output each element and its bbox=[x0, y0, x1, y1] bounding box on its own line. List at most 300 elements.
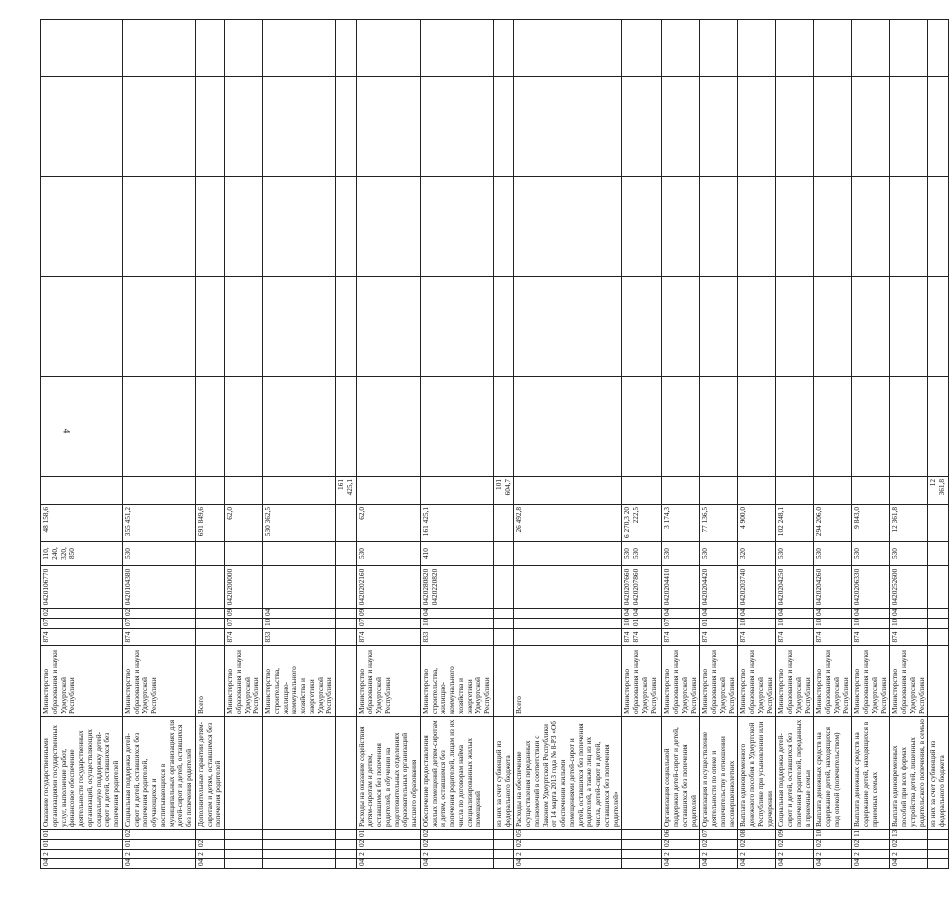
cell-c13 bbox=[814, 377, 852, 477]
cell-code-m bbox=[336, 830, 357, 840]
table-row bbox=[738, 20, 776, 869]
cell-rz: 10 bbox=[776, 619, 814, 629]
table-row bbox=[263, 20, 336, 869]
cell-vr bbox=[928, 542, 949, 566]
cell-code-gp: 04 bbox=[41, 859, 123, 869]
cell-code-gp bbox=[928, 859, 949, 869]
cell-name: Расходы на оказание содействия детям-сиротам и детям, оставшимся без попечения родителей, в обучении на подготовительных отделениях образовательных организаций высшего образования bbox=[356, 717, 420, 830]
cell-c15 bbox=[890, 177, 928, 277]
cell-code-om: 02 bbox=[700, 840, 738, 850]
cell-rz bbox=[195, 619, 224, 629]
cell-c17 bbox=[420, 20, 493, 77]
cell-executor: Министерство строительства, жилищно-коммунального хозяйства и энергетики Удмуртской Республики bbox=[263, 646, 336, 717]
cell-executor: Министерство образования и науки Удмуртской Республики bbox=[41, 646, 123, 717]
cell-code-pp bbox=[493, 850, 514, 859]
cell-csr: 0420202160 bbox=[356, 566, 420, 609]
cell-executor: Министерство образования и науки Удмуртской Республики bbox=[890, 646, 928, 717]
cell-pr: 04 bbox=[662, 609, 700, 619]
cell-c17 bbox=[336, 20, 357, 77]
cell-sum: 77 136,5 bbox=[700, 505, 738, 542]
cell-c17 bbox=[928, 20, 949, 77]
cell-executor bbox=[493, 646, 514, 717]
cell-sum bbox=[928, 505, 949, 542]
cell-code-pp: 2 bbox=[122, 850, 195, 859]
cell-grbs: 833 bbox=[263, 629, 336, 646]
cell-sum bbox=[336, 505, 357, 542]
cell-c16 bbox=[41, 77, 123, 177]
cell-c14 bbox=[738, 277, 776, 377]
cell-vr bbox=[195, 542, 224, 566]
cell-rz: 10 bbox=[738, 619, 776, 629]
cell-csr bbox=[336, 566, 357, 609]
table-body bbox=[41, 20, 949, 869]
cell-pr: 02 bbox=[41, 609, 123, 619]
cell-c15 bbox=[41, 177, 123, 277]
cell-csr: 0420104380 bbox=[122, 566, 195, 609]
cell-csr bbox=[263, 566, 336, 609]
cell-c13 bbox=[336, 377, 357, 477]
cell-executor: Министерство образования и науки Удмуртской Республики bbox=[700, 646, 738, 717]
cell-vr: 320 bbox=[738, 542, 776, 566]
cell-executor: Министерство образования и науки Удмуртской Республики bbox=[852, 646, 890, 717]
cell-pr bbox=[336, 609, 357, 619]
cell-code-pp: 2 bbox=[356, 850, 420, 859]
cell-c14 bbox=[776, 277, 814, 377]
cell-rz bbox=[336, 619, 357, 629]
cell-c13 bbox=[356, 377, 420, 477]
cell-code-m: 06 bbox=[662, 830, 700, 840]
cell-c17 bbox=[700, 20, 738, 77]
cell-name: Дополнительные гарантии детям-сиротам и детям, оставшимся без попечения родителей bbox=[195, 717, 224, 830]
cell-c13 bbox=[263, 377, 336, 477]
cell-sum-fed: 101 604,7 bbox=[493, 477, 514, 505]
cell-grbs: 874 bbox=[356, 629, 420, 646]
cell-c14 bbox=[356, 277, 420, 377]
cell-code-m: 10 bbox=[814, 830, 852, 840]
cell-name: Расходы на обеспечение осуществления переданных полномочий в соответствии с Законом Удмуртской Республики от 14 марта 2013 года № 8-РЗ «Об обеспечении жилыми помещениями детей-сирот и детей, оставшихся без попечения родителей, а также лиц из их числа, детей-сирот и детей, оставшихся без попечения родителей» bbox=[514, 717, 622, 830]
cell-code-m: 05 bbox=[514, 830, 622, 840]
cell-name bbox=[225, 717, 263, 830]
cell-code-m: 02 bbox=[420, 830, 493, 840]
cell-csr: 0420206330 bbox=[852, 566, 890, 609]
cell-name: Организация и осуществление деятельности по опеке и попечительству в отношении несовершеннолетних bbox=[700, 717, 738, 830]
cell-grbs: 874 bbox=[122, 629, 195, 646]
cell-code-om: 02 bbox=[738, 840, 776, 850]
table-row bbox=[41, 20, 123, 869]
cell-csr bbox=[195, 566, 224, 609]
cell-code-gp: 04 bbox=[514, 859, 622, 869]
cell-c13 bbox=[738, 377, 776, 477]
cell-c17 bbox=[225, 20, 263, 77]
cell-c17 bbox=[356, 20, 420, 77]
cell-code-om: 02 bbox=[514, 840, 622, 850]
cell-grbs: 874 bbox=[852, 629, 890, 646]
cell-pr: 04 bbox=[738, 609, 776, 619]
cell-grbs: 874 bbox=[776, 629, 814, 646]
cell-code-m: 08 bbox=[738, 830, 776, 840]
cell-sum: 62,0 bbox=[356, 505, 420, 542]
cell-pr: 02 bbox=[122, 609, 195, 619]
cell-csr: 0420204410 bbox=[662, 566, 700, 609]
cell-csr: 0420204420 bbox=[700, 566, 738, 609]
cell-sum: 9 843,0 bbox=[852, 505, 890, 542]
cell-name: Социальная поддержка детей-сирот и детей, оставшихся без попечения родителей, переданных в приемные семьи bbox=[776, 717, 814, 830]
cell-c17 bbox=[493, 20, 514, 77]
cell-code-m: 01 bbox=[356, 830, 420, 840]
cell-sum-fed bbox=[738, 477, 776, 505]
cell-vr: 410 bbox=[420, 542, 493, 566]
cell-code-gp: 04 bbox=[890, 859, 928, 869]
cell-code-om: 02 bbox=[776, 840, 814, 850]
cell-code-pp: 2 bbox=[195, 850, 224, 859]
cell-csr: 0420106770 bbox=[41, 566, 123, 609]
cell-executor: Всего bbox=[514, 646, 622, 717]
cell-rz: 10 bbox=[814, 619, 852, 629]
cell-code-gp bbox=[622, 859, 662, 869]
cell-c14 bbox=[225, 277, 263, 377]
cell-rz: 07 bbox=[356, 619, 420, 629]
cell-grbs: 874 bbox=[700, 629, 738, 646]
cell-sum-fed bbox=[356, 477, 420, 505]
cell-sum: 3 174,3 bbox=[662, 505, 700, 542]
cell-c15 bbox=[195, 177, 224, 277]
cell-code-m bbox=[225, 830, 263, 840]
cell-c17 bbox=[263, 20, 336, 77]
cell-sum-fed bbox=[263, 477, 336, 505]
cell-c17 bbox=[514, 20, 622, 77]
cell-code-gp: 04 bbox=[662, 859, 700, 869]
cell-code-gp bbox=[225, 859, 263, 869]
budget-table bbox=[40, 19, 949, 869]
table-row bbox=[814, 20, 852, 869]
cell-c14 bbox=[41, 277, 123, 377]
cell-c14 bbox=[122, 277, 195, 377]
cell-grbs: 874 bbox=[814, 629, 852, 646]
cell-code-om bbox=[622, 840, 662, 850]
cell-name: Выплата единовременных пособий при всех формах устройства детей, лишенных родительского попечения, в семью bbox=[890, 717, 928, 830]
cell-c14 bbox=[662, 277, 700, 377]
cell-pr: 04 bbox=[420, 609, 493, 619]
cell-c14 bbox=[336, 277, 357, 377]
cell-vr bbox=[225, 542, 263, 566]
cell-code-om bbox=[493, 840, 514, 850]
cell-c14 bbox=[263, 277, 336, 377]
table-row bbox=[928, 20, 949, 869]
table-row bbox=[225, 20, 263, 869]
table-row bbox=[195, 20, 224, 869]
cell-c15 bbox=[738, 177, 776, 277]
cell-sum-fed: 161 425,1 bbox=[336, 477, 357, 505]
cell-vr bbox=[336, 542, 357, 566]
cell-c13 bbox=[514, 377, 622, 477]
cell-sum: 294 206,0 bbox=[814, 505, 852, 542]
cell-c16 bbox=[700, 77, 738, 177]
cell-grbs: 874 bbox=[662, 629, 700, 646]
cell-grbs: 874 bbox=[41, 629, 123, 646]
cell-code-gp: 04 bbox=[852, 859, 890, 869]
cell-code-pp: 2 bbox=[41, 850, 123, 859]
cell-csr bbox=[514, 566, 622, 609]
cell-code-om: 02 bbox=[195, 840, 224, 850]
cell-c15 bbox=[514, 177, 622, 277]
cell-c15 bbox=[662, 177, 700, 277]
cell-grbs: 874 bbox=[890, 629, 928, 646]
cell-vr: 530 bbox=[122, 542, 195, 566]
cell-code-pp: 2 bbox=[776, 850, 814, 859]
rotated-page bbox=[40, 30, 946, 869]
cell-c17 bbox=[122, 20, 195, 77]
cell-code-gp: 04 bbox=[700, 859, 738, 869]
cell-code-m bbox=[263, 830, 336, 840]
cell-c14 bbox=[928, 277, 949, 377]
cell-vr: 530 bbox=[852, 542, 890, 566]
cell-c15 bbox=[928, 177, 949, 277]
cell-name: Организация социальной поддержки детей-сирот и детей, оставшихся без попечения родителей bbox=[662, 717, 700, 830]
cell-c15 bbox=[420, 177, 493, 277]
cell-c16 bbox=[622, 77, 662, 177]
cell-code-gp: 04 bbox=[814, 859, 852, 869]
cell-c17 bbox=[195, 20, 224, 77]
cell-c13 bbox=[700, 377, 738, 477]
cell-c16 bbox=[420, 77, 493, 177]
cell-executor: Министерство образования и науки Удмуртской Республики bbox=[356, 646, 420, 717]
cell-code-m: 11 bbox=[852, 830, 890, 840]
cell-c16 bbox=[356, 77, 420, 177]
cell-c15 bbox=[263, 177, 336, 277]
table-row bbox=[420, 20, 493, 869]
cell-pr: 04 bbox=[263, 609, 336, 619]
cell-c16 bbox=[776, 77, 814, 177]
cell-name bbox=[263, 717, 336, 830]
cell-c16 bbox=[493, 77, 514, 177]
cell-executor: Министерство образования и науки Удмуртской Республики bbox=[738, 646, 776, 717]
cell-grbs bbox=[195, 629, 224, 646]
cell-rz: 10 01 bbox=[622, 619, 662, 629]
cell-c14 bbox=[890, 277, 928, 377]
cell-code-om: 02 bbox=[420, 840, 493, 850]
cell-c15 bbox=[493, 177, 514, 277]
cell-c15 bbox=[336, 177, 357, 277]
cell-c13 bbox=[225, 377, 263, 477]
cell-sum-fed: 12 361,8 bbox=[928, 477, 949, 505]
cell-rz: 07 bbox=[122, 619, 195, 629]
cell-pr: 04 04 bbox=[622, 609, 662, 619]
table-row bbox=[122, 20, 195, 869]
cell-sum bbox=[493, 505, 514, 542]
cell-executor: Министерство строительства, жилищно-коммунального хозяйства и энергетики Удмуртской Республики bbox=[420, 646, 493, 717]
table-row bbox=[776, 20, 814, 869]
cell-pr: 04 bbox=[890, 609, 928, 619]
cell-pr bbox=[195, 609, 224, 619]
cell-sum-fed bbox=[776, 477, 814, 505]
cell-c16 bbox=[738, 77, 776, 177]
table-row bbox=[662, 20, 700, 869]
table-row bbox=[700, 20, 738, 869]
cell-c16 bbox=[852, 77, 890, 177]
cell-c13 bbox=[662, 377, 700, 477]
cell-pr: 09 bbox=[356, 609, 420, 619]
cell-code-gp bbox=[493, 859, 514, 869]
cell-name bbox=[622, 717, 662, 830]
cell-c16 bbox=[514, 77, 622, 177]
table-row bbox=[852, 20, 890, 869]
cell-rz: 10 bbox=[263, 619, 336, 629]
cell-csr: 0420207660 0420207860 bbox=[622, 566, 662, 609]
cell-c17 bbox=[776, 20, 814, 77]
cell-grbs bbox=[493, 629, 514, 646]
cell-sum-fed bbox=[814, 477, 852, 505]
cell-c14 bbox=[700, 277, 738, 377]
cell-sum-fed bbox=[852, 477, 890, 505]
cell-csr bbox=[493, 566, 514, 609]
cell-vr: 530 bbox=[814, 542, 852, 566]
cell-c15 bbox=[225, 177, 263, 277]
cell-c17 bbox=[890, 20, 928, 77]
cell-vr bbox=[493, 542, 514, 566]
cell-vr: 530 bbox=[356, 542, 420, 566]
cell-code-om: 02 bbox=[662, 840, 700, 850]
cell-sum-fed bbox=[662, 477, 700, 505]
cell-grbs: 874 bbox=[738, 629, 776, 646]
cell-c16 bbox=[122, 77, 195, 177]
cell-code-om: 02 bbox=[356, 840, 420, 850]
cell-c13 bbox=[622, 377, 662, 477]
cell-vr: 530 bbox=[890, 542, 928, 566]
cell-sum-fed bbox=[890, 477, 928, 505]
cell-c17 bbox=[41, 20, 123, 77]
cell-csr: 0420280820 0420220820 bbox=[420, 566, 493, 609]
cell-code-pp bbox=[928, 850, 949, 859]
cell-csr: 0420204250 bbox=[776, 566, 814, 609]
cell-sum: 6 270,3 20 222,5 bbox=[622, 505, 662, 542]
cell-c15 bbox=[622, 177, 662, 277]
cell-code-om: 02 bbox=[814, 840, 852, 850]
cell-code-om bbox=[928, 840, 949, 850]
cell-name: из них за счет субвенций из федерального бюджета bbox=[928, 717, 949, 830]
cell-executor: Министерство образования и науки Удмуртской Республики bbox=[122, 646, 195, 717]
cell-code-m: 09 bbox=[776, 830, 814, 840]
cell-code-m: 07 bbox=[700, 830, 738, 840]
cell-name: Социальная поддержка детей-сирот и детей, оставшихся без попечения родителей, обучающихся и воспитывающихся в муниципальных организациях для детей-сирот и детей, оставшихся без попечения родителей bbox=[122, 717, 195, 830]
cell-c16 bbox=[195, 77, 224, 177]
cell-sum-fed bbox=[700, 477, 738, 505]
cell-name: Обеспечение предоставления жилых помещений детям-сиротам и детям, оставшимся без попечения родителей, лицам из их числа по договорам найма специализированных жилых помещений bbox=[420, 717, 493, 830]
cell-code-pp bbox=[622, 850, 662, 859]
cell-c17 bbox=[738, 20, 776, 77]
cell-c15 bbox=[776, 177, 814, 277]
cell-code-pp: 2 bbox=[890, 850, 928, 859]
cell-code-pp: 2 bbox=[852, 850, 890, 859]
cell-grbs bbox=[336, 629, 357, 646]
cell-code-gp: 04 bbox=[122, 859, 195, 869]
cell-name bbox=[336, 717, 357, 830]
cell-vr bbox=[263, 542, 336, 566]
cell-c16 bbox=[814, 77, 852, 177]
cell-code-m bbox=[493, 830, 514, 840]
cell-code-pp bbox=[336, 850, 357, 859]
cell-c14 bbox=[514, 277, 622, 377]
cell-rz: 10 bbox=[420, 619, 493, 629]
cell-code-om bbox=[225, 840, 263, 850]
cell-code-pp: 2 bbox=[662, 850, 700, 859]
cell-code-gp: 04 bbox=[738, 859, 776, 869]
cell-sum: 102 248,1 bbox=[776, 505, 814, 542]
cell-executor: Министерство образования и науки Удмуртской Республики bbox=[814, 646, 852, 717]
cell-grbs bbox=[928, 629, 949, 646]
cell-name: Оказание государственными организациями государственных услуг, выполнение работ, финансовое обеспечение деятельности государственных организаций, осуществляющих социальную поддержку детей-сирот и детей, оставшихся без попечения родителей bbox=[41, 717, 123, 830]
cell-sum-fed bbox=[514, 477, 622, 505]
cell-rz: 07 bbox=[41, 619, 123, 629]
cell-c14 bbox=[195, 277, 224, 377]
cell-c16 bbox=[928, 77, 949, 177]
cell-sum: 4 900,0 bbox=[738, 505, 776, 542]
cell-pr: 04 bbox=[776, 609, 814, 619]
cell-rz: 10 bbox=[890, 619, 928, 629]
cell-rz bbox=[514, 619, 622, 629]
cell-code-m bbox=[928, 830, 949, 840]
cell-sum: 62,0 bbox=[225, 505, 263, 542]
cell-code-pp: 2 bbox=[738, 850, 776, 859]
cell-code-om: 01 bbox=[122, 840, 195, 850]
cell-sum: 161 425,1 bbox=[420, 505, 493, 542]
cell-code-m: 02 bbox=[122, 830, 195, 840]
table-row bbox=[493, 20, 514, 869]
cell-c17 bbox=[662, 20, 700, 77]
cell-c17 bbox=[622, 20, 662, 77]
cell-c16 bbox=[225, 77, 263, 177]
cell-sum: 691 849,6 bbox=[195, 505, 224, 542]
cell-code-pp: 2 bbox=[700, 850, 738, 859]
cell-pr: 04 bbox=[814, 609, 852, 619]
cell-csr: 0420252600 bbox=[890, 566, 928, 609]
cell-c16 bbox=[336, 77, 357, 177]
table-row bbox=[514, 20, 622, 869]
cell-vr bbox=[514, 542, 622, 566]
cell-sum: 48 158,6 bbox=[41, 505, 123, 542]
cell-rz: 07 bbox=[662, 619, 700, 629]
cell-executor: Всего bbox=[195, 646, 224, 717]
cell-c14 bbox=[420, 277, 493, 377]
cell-c14 bbox=[622, 277, 662, 377]
cell-grbs bbox=[514, 629, 622, 646]
cell-sum-fed bbox=[225, 477, 263, 505]
cell-executor: Министерство образования и науки Удмуртской Республики bbox=[776, 646, 814, 717]
cell-c16 bbox=[662, 77, 700, 177]
cell-code-gp bbox=[336, 859, 357, 869]
cell-csr: 0420203740 bbox=[738, 566, 776, 609]
cell-code-gp: 04 bbox=[420, 859, 493, 869]
cell-c15 bbox=[852, 177, 890, 277]
cell-code-gp: 04 bbox=[195, 859, 224, 869]
cell-pr bbox=[514, 609, 622, 619]
cell-vr: 530 bbox=[662, 542, 700, 566]
cell-name: Выплата денежных средств на содержание детей, находящихся в приемных семьях bbox=[852, 717, 890, 830]
table-row bbox=[336, 20, 357, 869]
cell-c13 bbox=[420, 377, 493, 477]
cell-code-pp bbox=[263, 850, 336, 859]
cell-c13 bbox=[122, 377, 195, 477]
cell-vr: 530 530 bbox=[622, 542, 662, 566]
cell-rz: 07 bbox=[225, 619, 263, 629]
cell-c14 bbox=[814, 277, 852, 377]
cell-name: из них за счет субвенций из федерального бюджета bbox=[493, 717, 514, 830]
cell-name: Выплата единовременного денежного пособия в Удмуртской Республике при усыновлении или удочерении bbox=[738, 717, 776, 830]
cell-code-m bbox=[195, 830, 224, 840]
cell-code-om: 01 bbox=[41, 840, 123, 850]
cell-code-m: 01 bbox=[41, 830, 123, 840]
cell-code-om bbox=[336, 840, 357, 850]
cell-sum-fed bbox=[41, 477, 123, 505]
